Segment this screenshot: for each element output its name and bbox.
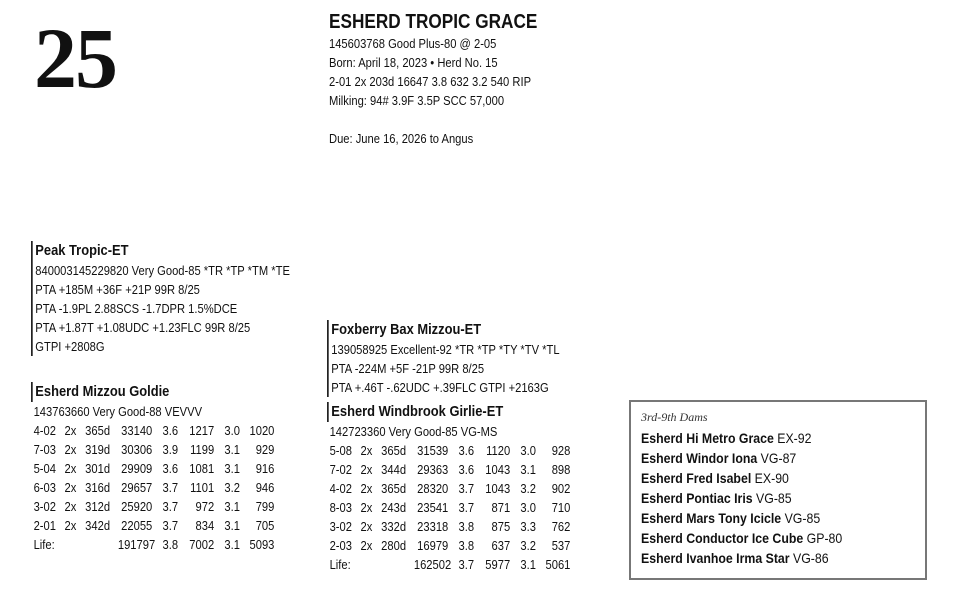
record-cell: 3.9 <box>162 442 179 457</box>
record-cell: 2x <box>64 442 77 457</box>
record-cell: 3.8 <box>458 519 475 534</box>
record-cell: 3.6 <box>162 423 179 438</box>
record-cell: 342d <box>85 518 111 533</box>
record-cell: 3.1 <box>224 442 240 457</box>
record-cell: 898 <box>551 462 571 477</box>
sire-info-line: PTA -1.9PL 2.88SCS -1.7DPR 1.5%DCE <box>35 301 238 316</box>
ancestor-dam-score: VG-85 <box>752 490 792 506</box>
mgs-block <box>327 320 560 397</box>
ancestor-dam <box>641 548 842 568</box>
record-cell: 280d <box>381 538 407 553</box>
dams-box <box>629 400 927 580</box>
mgs-lines <box>331 340 559 397</box>
ancestor-dam <box>641 508 842 528</box>
life-cell: 3.1 <box>520 557 536 572</box>
record-cell: 2-01 <box>33 518 56 533</box>
sire-info-line: PTA +185M +36F +21P 99R 8/25 <box>35 282 200 297</box>
record-cell: 31539 <box>417 443 449 458</box>
animal-info <box>329 10 537 148</box>
granddam-records <box>330 441 571 574</box>
record-cell: 946 <box>255 480 275 495</box>
mgs-info-line: PTA -224M +5F -21P 99R 8/25 <box>331 361 485 376</box>
record-cell: 3.1 <box>224 499 240 514</box>
record-cell: 365d <box>85 423 111 438</box>
ancestor-dam-name: Esherd Windor Iona <box>641 450 758 466</box>
record-cell: 3.7 <box>162 480 179 495</box>
record-cell: 1101 <box>190 480 215 495</box>
animal-milking: Milking: 94# 3.9F 3.5P SCC 57,000 <box>329 93 505 108</box>
record-cell: 3.6 <box>458 462 475 477</box>
ancestor-dam-score: EX-90 <box>751 470 789 486</box>
mgs-info-line: PTA +.46T -.62UDC +.39FLC GTPI +2163G <box>331 380 549 395</box>
dam-block <box>31 382 274 554</box>
ancestor-dam <box>641 528 842 548</box>
record-cell: 3.1 <box>520 462 536 477</box>
record-cell: 834 <box>195 518 215 533</box>
life-cell: 162502 <box>413 557 452 572</box>
sire-name: Peak Tropic-ET <box>35 242 129 259</box>
record-cell: 1199 <box>190 442 215 457</box>
record-cell: 3.7 <box>162 518 179 533</box>
record-cell: 2x <box>64 423 77 438</box>
record-cell: 3.2 <box>224 480 240 495</box>
granddam-block <box>327 402 570 574</box>
record-cell: 23541 <box>417 500 449 515</box>
record-cell: 8-03 <box>329 500 352 515</box>
record-cell: 3.1 <box>224 518 240 533</box>
record-cell: 762 <box>551 519 571 534</box>
record-cell: 29909 <box>121 461 153 476</box>
sire-info-line: GTPI +2808G <box>35 339 105 354</box>
record-cell: 28320 <box>417 481 449 496</box>
record-cell: 637 <box>491 538 511 553</box>
ancestor-dam-score: EX-92 <box>773 430 812 446</box>
record-cell: 3.0 <box>224 423 240 438</box>
record-cell: 344d <box>381 462 407 477</box>
ancestor-dam-name: Esherd Mars Tony Icicle <box>641 510 782 526</box>
animal-due: Due: June 16, 2026 to Angus <box>329 131 474 146</box>
record-cell: 23318 <box>417 519 449 534</box>
life-cell: 3.8 <box>162 537 179 552</box>
sire-block <box>31 241 290 356</box>
record-cell: 705 <box>255 518 275 533</box>
record-cell: 2x <box>360 500 373 515</box>
life-cell: 5061 <box>545 557 571 572</box>
record-cell: 2x <box>360 519 373 534</box>
granddam-registration: 142723360 Very Good-85 VG-MS <box>329 424 498 439</box>
ancestor-dam-name: Esherd Pontiac Iris <box>641 490 753 506</box>
record-cell: 7-03 <box>33 442 56 457</box>
ancestor-dam-name: Esherd Fred Isabel <box>641 470 752 486</box>
mgs-name: Foxberry Bax Mizzou-ET <box>331 321 482 338</box>
record-cell: 365d <box>381 443 407 458</box>
record-cell: 3.2 <box>520 481 536 496</box>
ancestor-dam <box>641 488 842 508</box>
record-cell: 3.1 <box>224 461 240 476</box>
record-cell: 710 <box>551 500 571 515</box>
ancestor-dam <box>641 428 842 448</box>
record-cell: 1217 <box>189 423 215 438</box>
record-cell: 1020 <box>249 423 275 438</box>
sire-info-line: 840003145229820 Very Good-85 *TR *TP *TM *TE <box>35 263 290 278</box>
record-cell: 2x <box>64 480 77 495</box>
ancestor-dam <box>641 468 842 488</box>
record-cell: 2x <box>64 461 77 476</box>
sire-info-line: PTA +1.87T +1.08UDC +1.23FLC 99R 8/25 <box>35 320 251 335</box>
sire-lines <box>35 261 290 356</box>
record-cell: 29657 <box>121 480 153 495</box>
record-cell: 3.7 <box>458 481 475 496</box>
record-cell: 25920 <box>121 499 153 514</box>
record-cell: 319d <box>85 442 111 457</box>
record-cell: 2-03 <box>329 538 352 553</box>
mgs-info-line: 139058925 Excellent-92 *TR *TP *TY *TV *TL <box>331 342 560 357</box>
record-cell: 1043 <box>485 462 511 477</box>
record-cell: 871 <box>491 500 511 515</box>
record-cell: 537 <box>551 538 571 553</box>
record-cell: 972 <box>195 499 215 514</box>
granddam-name: Esherd Windbrook Girlie-ET <box>331 403 504 420</box>
record-cell: 2x <box>360 481 373 496</box>
dam-name: Esherd Mizzou Goldie <box>35 383 170 400</box>
ancestor-dam <box>641 448 842 468</box>
life-cell: 191797 <box>117 537 156 552</box>
life-cell: 5977 <box>485 557 511 572</box>
record-cell: 1120 <box>486 443 511 458</box>
record-cell: 316d <box>85 480 111 495</box>
record-cell: 928 <box>551 443 571 458</box>
record-cell: 1043 <box>485 481 511 496</box>
record-cell: 7-02 <box>329 462 352 477</box>
dam-registration: 143763660 Very Good-88 VEVVV <box>33 404 203 419</box>
life-label: Life: <box>329 557 351 572</box>
record-cell: 6-03 <box>33 480 56 495</box>
record-cell: 301d <box>85 461 111 476</box>
record-cell: 5-08 <box>329 443 352 458</box>
record-cell: 29363 <box>417 462 449 477</box>
record-cell: 312d <box>85 499 111 514</box>
ancestor-dam-name: Esherd Hi Metro Grace <box>641 430 774 446</box>
life-cell: 3.7 <box>458 557 475 572</box>
record-cell: 1081 <box>189 461 215 476</box>
life-cell: 5093 <box>249 537 275 552</box>
ancestor-dam-score: GP-80 <box>803 530 843 546</box>
record-cell: 30306 <box>121 442 153 457</box>
record-cell: 799 <box>255 499 275 514</box>
record-cell: 243d <box>381 500 407 515</box>
record-cell: 2x <box>360 538 373 553</box>
record-cell: 3.6 <box>458 443 475 458</box>
record-cell: 2x <box>360 443 373 458</box>
life-cell: 7002 <box>189 537 215 552</box>
ancestor-dam-score: VG-85 <box>781 510 821 526</box>
life-cell: 3.1 <box>224 537 240 552</box>
record-cell: 2x <box>64 518 77 533</box>
record-cell: 22055 <box>121 518 153 533</box>
record-cell: 5-04 <box>33 461 56 476</box>
animal-registration: 145603768 Good Plus-80 @ 2-05 <box>329 36 497 51</box>
record-cell: 33140 <box>121 423 153 438</box>
record-cell: 3-02 <box>33 499 56 514</box>
animal-born: Born: April 18, 2023 • Herd No. 15 <box>329 55 498 70</box>
record-cell: 3.7 <box>458 500 475 515</box>
record-cell: 902 <box>551 481 571 496</box>
record-cell: 2x <box>360 462 373 477</box>
record-cell: 4-02 <box>329 481 352 496</box>
record-cell: 3.3 <box>520 519 536 534</box>
ancestor-dam-score: VG-87 <box>757 450 797 466</box>
ancestor-dam-score: VG-86 <box>789 550 829 566</box>
record-cell: 3.2 <box>520 538 536 553</box>
life-label: Life: <box>33 537 55 552</box>
lot-number: 25 <box>34 10 116 106</box>
dam-records <box>34 421 275 554</box>
record-cell: 3-02 <box>329 519 352 534</box>
ancestor-dam-name: Esherd Conductor Ice Cube <box>641 530 804 546</box>
record-cell: 332d <box>381 519 407 534</box>
record-cell: 929 <box>255 442 275 457</box>
record-cell: 3.0 <box>520 443 536 458</box>
record-cell: 365d <box>381 481 407 496</box>
ancestor-dam-name: Esherd Ivanhoe Irma Star <box>641 550 790 566</box>
record-cell: 2x <box>64 499 77 514</box>
record-cell: 916 <box>255 461 275 476</box>
record-cell: 4-02 <box>33 423 56 438</box>
animal-record: 2-01 2x 203d 16647 3.8 632 3.2 540 RIP <box>329 74 532 89</box>
record-cell: 3.6 <box>162 461 179 476</box>
animal-name: ESHERD TROPIC GRACE <box>329 11 538 33</box>
record-cell: 3.8 <box>458 538 475 553</box>
dams-box-heading: 3rd-9th Dams <box>641 410 708 424</box>
dams-list <box>641 428 870 568</box>
record-cell: 875 <box>491 519 511 534</box>
record-cell: 16979 <box>417 538 449 553</box>
record-cell: 3.7 <box>162 499 179 514</box>
record-cell: 3.0 <box>520 500 536 515</box>
